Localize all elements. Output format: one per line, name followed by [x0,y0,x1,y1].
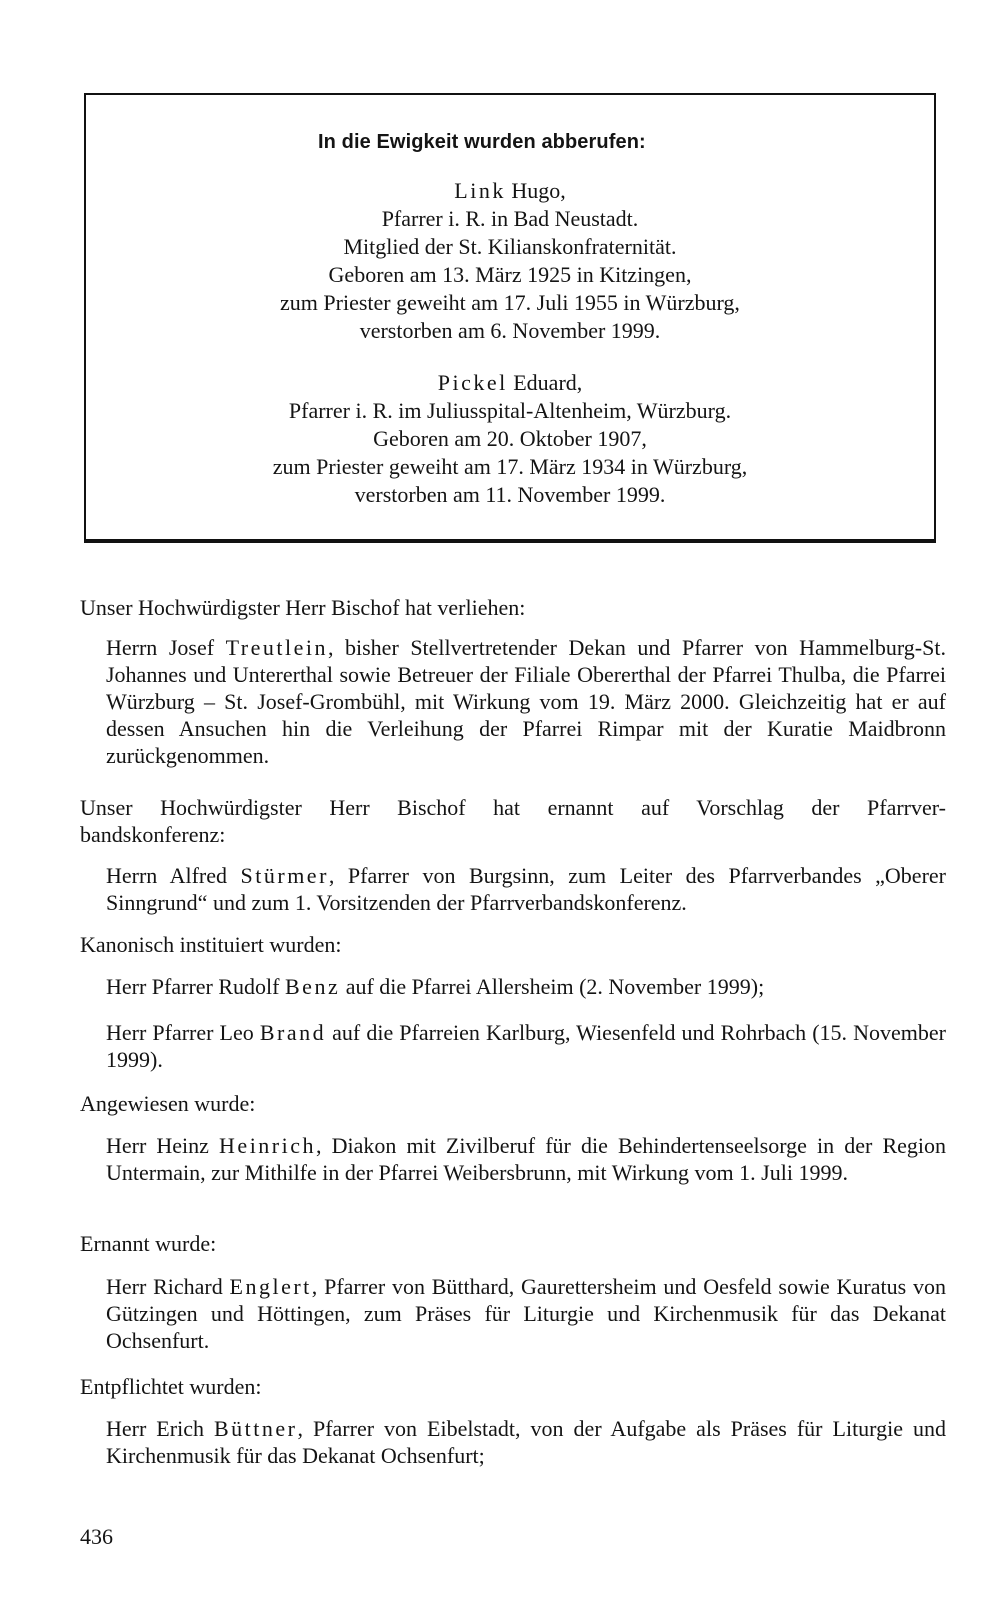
paragraph-text: , bisher Stellvertretender Dekan und Pfarrer von Hammelburg-St. Johannes und Untererthal sowie Betreuer der Filiale Obererthal der Pfarrei Thulba, die Pfarrei Würzburg – St. Josef-Grombühl, mit Wirkung vom 19. März 2000. Gleichzeitig hat er auf dessen Ansuchen hin die Verleihung der Pfarrei Rimpar mit der Kuratie Maidbronn zurückgenommen. [106,635,946,768]
obituary-line: Mitglied der St. Kilianskonfraternität. [343,234,677,259]
section-heading-verliehen: Unser Hochwürdigster Herr Bischof hat verliehen: [80,595,526,620]
page-number: 436 [80,1524,113,1549]
person-surname: Treutlein [225,635,328,660]
paragraph-text: , Pfarrer von Bütthard, Gaurettersheim und Oesfeld sowie Kuratus von Gützingen und Höttingen, zum Präses für Liturgie und Kirchenmusik für das Dekanat Ochsenfurt. [106,1274,946,1353]
paragraph-benz [106,973,946,1000]
obituary-line: zum Priester geweiht am 17. März 1934 in Würzburg, [272,454,748,479]
person-surname: Heinrich [219,1133,317,1158]
paragraph-brand [106,1019,946,1073]
paragraph-text: Herr Pfarrer Rudolf [106,974,285,999]
obituary-line: verstorben am 11. November 1999. [354,482,666,507]
obituary-name-line [86,177,934,205]
paragraph-text: Herr Erich [106,1416,214,1441]
paragraph-text: , Pfarrer von Eibelstadt, von der Aufgabe als Präses für Liturgie und Kirchenmusik für das Dekanat Ochsenfurt; [106,1416,946,1468]
person-surname: Büttner [213,1416,298,1441]
obituary-line: zum Priester geweiht am 17. Juli 1955 in Würzburg, [280,290,740,315]
paragraph-buettner [106,1415,946,1469]
obituary-surname: Pickel [437,370,508,395]
paragraph-text: auf die Pfarrei Allersheim (2. November 1999); [340,974,765,999]
paragraph-text: , Diakon mit Zivilberuf für die Behindertenseelsorge in der Region Untermain, zur Mithilfe in der Pfarrei Weibersbrunn, mit Wirkung vom 1. Juli 1999. [106,1133,946,1185]
obituary-line: Geboren am 20. Oktober 1907, [373,426,647,451]
paragraph-text: Herr Heinz [106,1133,220,1158]
person-surname: Benz [285,974,341,999]
paragraph-text: , Pfarrer von Burgsinn, zum Leiter des Pfarrverbandes „Oberer Sinngrund“ und zum 1. Vorsitzenden der Pfarrverbandskonferenz. [106,863,946,915]
person-surname: Brand [259,1020,327,1045]
obituary-line: Geboren am 13. März 1925 in Kitzingen, [328,262,692,287]
obituary-given-name: Hugo, [505,178,566,203]
obituary-line: Pfarrer i. R. in Bad Neustadt. [381,206,639,231]
heading-line: bandskonferenz: [80,822,226,847]
obituary-line: Pfarrer i. R. im Juliusspital-Altenheim, Würzburg. [288,398,732,423]
obituary-line: verstorben am 6. November 1999. [359,318,661,343]
obituary-heading: In die Ewigkeit wurden abberufen: [318,131,646,153]
paragraph-englert [106,1273,946,1354]
paragraph-stuermer [106,862,946,916]
section-heading-entpflichtet: Entpflichtet wurden: [80,1374,262,1399]
paragraph-text: Herr Pfarrer Leo [106,1020,260,1045]
paragraph-heinrich [106,1132,946,1186]
section-heading-ernannt: Ernannt wurde: [80,1231,217,1256]
section-heading-angewiesen: Angewiesen wurde: [80,1091,256,1116]
paragraph-text: Herrn Josef [106,635,226,660]
person-surname: Stürmer [240,863,329,888]
person-surname: Englert [229,1274,312,1299]
section-heading-instituiert: Kanonisch instituiert wurden: [80,932,342,957]
paragraph-treutlein [106,634,946,769]
obituary-entry-link [86,177,934,345]
obituary-entry-pickel [86,369,934,509]
paragraph-text: Herr Richard [106,1274,230,1299]
obituary-surname: Link [454,178,506,203]
heading-line: Unser Hochwürdigster Herr Bischof hat ernannt auf Vorschlag der Pfarrver- [80,795,946,820]
obituary-given-name: Eduard, [507,370,583,395]
paragraph-text: Herrn Alfred [106,863,241,888]
paragraph-text: auf die Pfarreien Karlburg, Wiesenfeld und Rohrbach (15. November 1999). [106,1020,946,1072]
obituary-box [84,93,936,543]
obituary-name-line [86,369,934,397]
section-heading-ernannt-vorschlag [80,794,946,848]
